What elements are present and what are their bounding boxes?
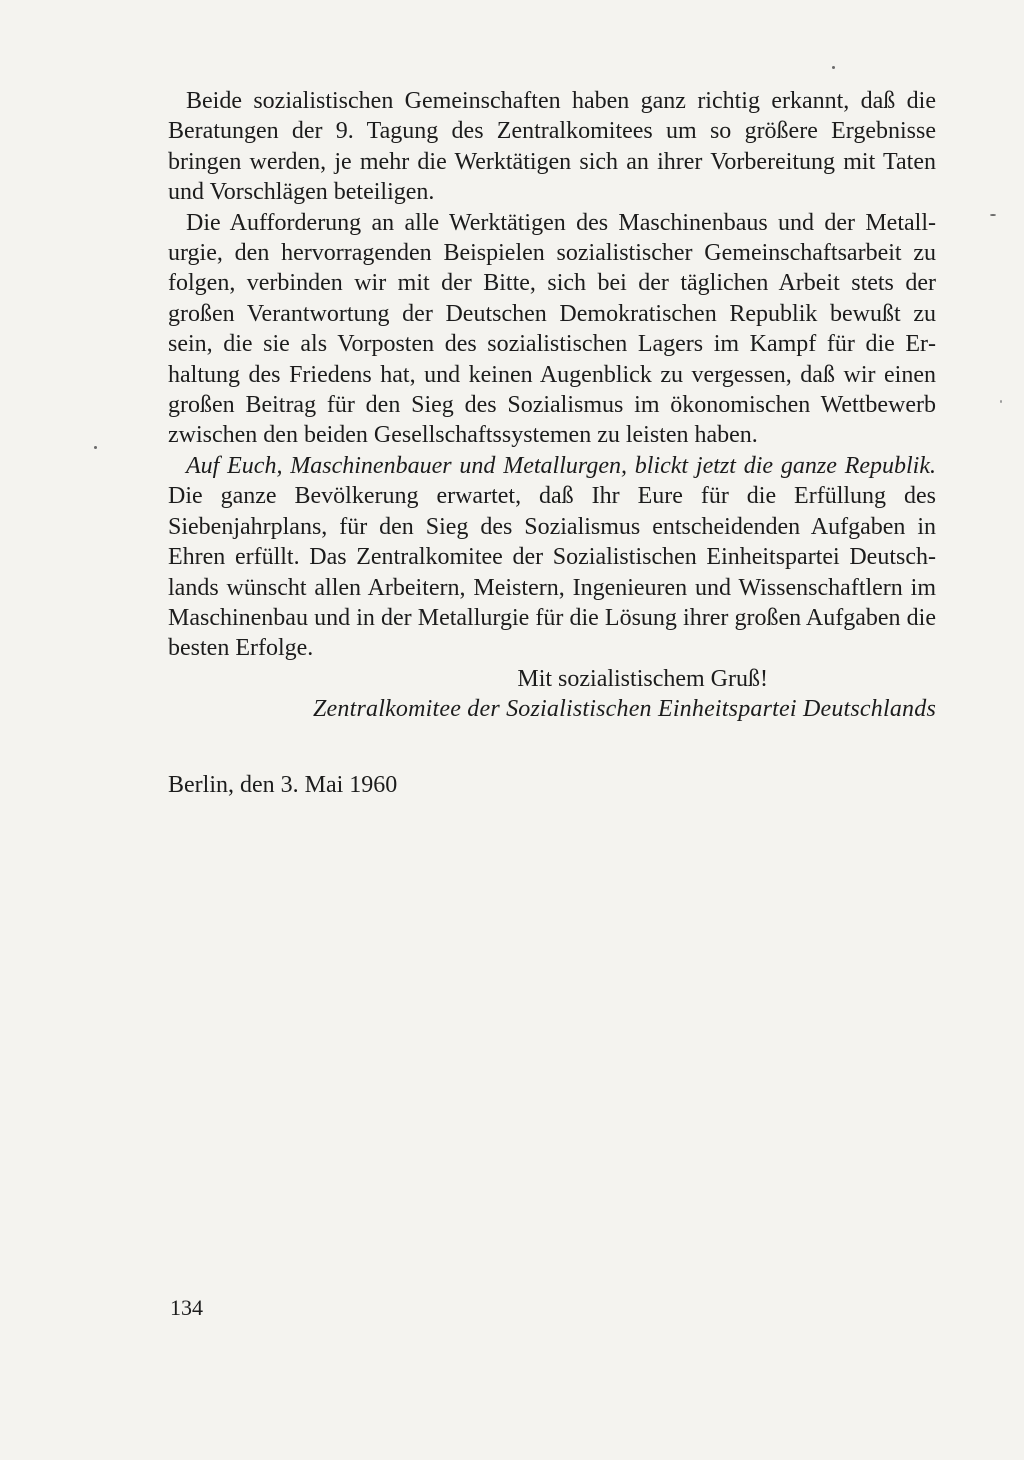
paragraph-3 [168,451,936,664]
paragraph-2: Die Aufforderung an alle Werktätigen des Maschinenbaus und der Metallurgie, den hervorragenden Beispielen sozialistischer Gemeinschaftsarbeit zu folgen, verbinden wir mit der Bitte, sich bei der täglichen Arbeit stets der großen Verantwortung der Deutschen Demokratischen Republik bewußt zu sein, die sie als Vorposten des sozialistischen Lagers im Kampf für die Erhaltung des Friedens hat, und keinen Augenblick zu vergessen, daß wir einen großen Beitrag für den Sieg des Sozialismus im ökonomischen Wettbewerb zwischen den beiden Gesellschaftssystemen zu leisten haben. [168,209,936,449]
scan-speck-3 [94,446,97,449]
paragraph-1: Beide sozialistischen Gemeinschaften haben ganz richtig erkannt, daß die Beratungen der 9. Tagung des Zentralkomitees um so größere Ergebnisse bringen werden, je mehr die Werktätigen sich an ihrer Vorbereitung mit Taten und Vorschlägen beteiligen. [168,88,936,206]
page-number: 134 [170,1295,203,1320]
body-text [168,86,936,725]
closing-greeting: Mit sozialistischem Gruß! [517,665,768,692]
scan-speck-1 [832,66,835,69]
paragraph-3-italic-lead: Auf Euch, Maschinenbauer und Metallurgen, blickt jetzt die ganze Republik. [186,452,936,479]
scan-speck-4 [1000,400,1002,403]
date-line: Berlin, den 3. Mai 1960 [168,772,398,798]
closing-signatory: Zentralkomitee der Sozialistischen Einheitspartei Deutschlands [313,696,936,723]
scan-speck-2 [990,214,996,216]
paragraph-3-body: Die ganze Bevölkerung erwartet, daß Ihr Eure für die Erfüllung des Siebenjahrplans, für den Sieg des Sozialismus entscheidenden Aufgaben in Ehren erfüllt. Das Zentralkomitee der Sozialistischen Einheitspartei Deutschlands wünscht allen Arbeitern, Meistern, Ingenieuren und Wissenschaftlern im Maschinenbau und in der Metallurgie für die Lösung ihrer großen Aufgaben die besten Erfolge. [168,483,936,662]
